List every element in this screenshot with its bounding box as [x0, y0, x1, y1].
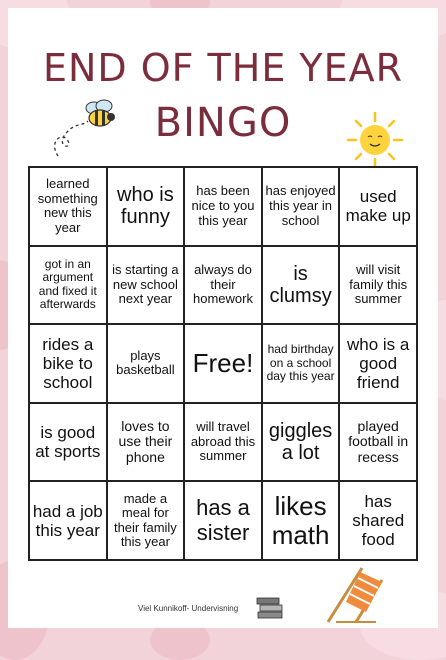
bingo-cell: plays basketball — [107, 324, 185, 403]
sun-icon — [345, 110, 405, 170]
bingo-cell: loves to use their phone — [107, 403, 185, 482]
bingo-cell: has enjoyed this year in school — [262, 167, 340, 246]
bingo-cell: Free! — [184, 324, 262, 403]
credit-text: Viel Kunnikoff- Undervisning — [138, 604, 239, 613]
bingo-cell: had birthday on a school day this year — [262, 324, 340, 403]
bingo-cell: has been nice to you this year — [184, 167, 262, 246]
bingo-cell: has shared food — [339, 481, 417, 560]
page-subtitle: BINGO — [154, 100, 292, 146]
beach-chair-icon — [316, 562, 388, 624]
bingo-cell: got in an argument and fixed it afterwards — [29, 246, 107, 325]
bingo-cell: will visit family this summer — [339, 246, 417, 325]
bingo-cell: rides a bike to school — [29, 324, 107, 403]
bingo-cell: who is funny — [107, 167, 185, 246]
bingo-cell: played football in recess — [339, 403, 417, 482]
bingo-cell: giggles a lot — [262, 403, 340, 482]
bee-icon — [48, 96, 128, 166]
bingo-grid — [28, 166, 418, 561]
books-icon — [256, 594, 284, 620]
bingo-cell: is good at sports — [29, 403, 107, 482]
bingo-cell: is clumsy — [262, 246, 340, 325]
page-title: END OF THE YEAR — [42, 46, 404, 90]
bingo-cell: used make up — [339, 167, 417, 246]
bingo-cell: made a meal for their family this year — [107, 481, 185, 560]
bingo-cell: is starting a new school next year — [107, 246, 185, 325]
bingo-cell: who is a good friend — [339, 324, 417, 403]
bingo-cell: has a sister — [184, 481, 262, 560]
bingo-cell: learned something new this year — [29, 167, 107, 246]
bingo-cell: always do their homework — [184, 246, 262, 325]
bingo-cell: had a job this year — [29, 481, 107, 560]
bingo-cell: likes math — [262, 481, 340, 560]
bingo-cell: will travel abroad this summer — [184, 403, 262, 482]
